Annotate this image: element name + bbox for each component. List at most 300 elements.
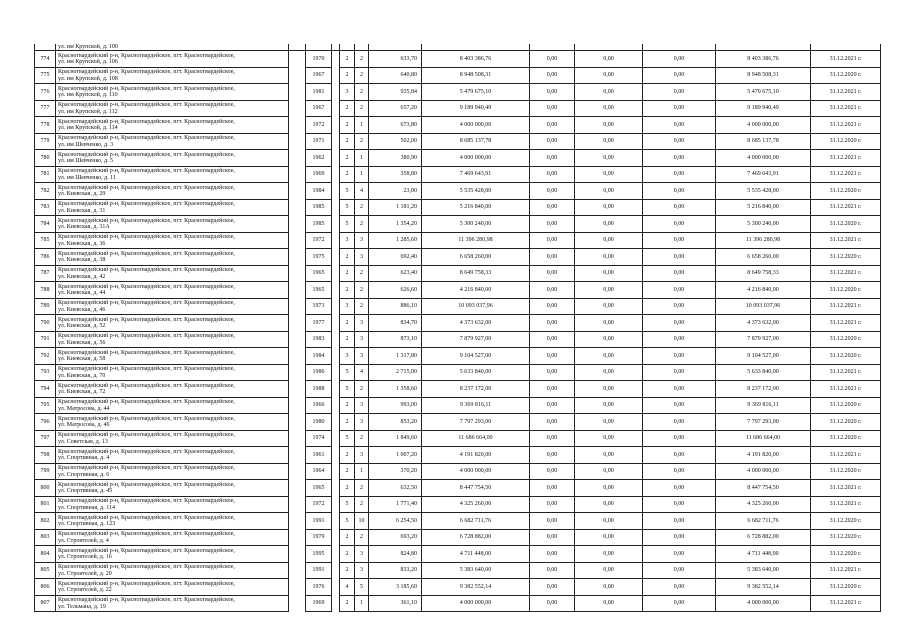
cell-year: 1969 xyxy=(306,166,332,183)
cell-address xyxy=(56,562,289,579)
cell-amount-2: 0,00 xyxy=(575,133,643,150)
cell-empty xyxy=(289,166,306,183)
cell-address xyxy=(56,364,289,381)
cell-amount-2: 0,00 xyxy=(575,183,643,200)
address-line-1: Красногвардейский р-н, Красногвардейское, пгт. Красногвардейское, xyxy=(58,514,235,521)
cell-deadline: 31.12.2021 г. xyxy=(811,166,881,183)
cell-deadline: 31.12.2021 г. xyxy=(811,562,881,579)
cell-area: 626,60 xyxy=(369,282,422,299)
cell-address xyxy=(56,232,289,249)
cell-year: 1961 xyxy=(306,447,332,464)
cell-empty xyxy=(332,447,340,464)
cell-address xyxy=(56,249,289,266)
cell-area: 1 007,20 xyxy=(369,447,422,464)
cell-empty xyxy=(289,84,306,101)
cell-entrances: 2 xyxy=(355,199,369,216)
cell-floors: 2 xyxy=(340,67,355,84)
cell-amount-1: 0,00 xyxy=(530,298,575,315)
cell-total-cost: 4 000 000,00 xyxy=(422,150,530,167)
cell-empty xyxy=(289,232,306,249)
table-row xyxy=(35,232,881,249)
cell-amount-3: 0,00 xyxy=(643,447,716,464)
address-line-1: Красногвардейский р-н, Красногвардейское, пгт. Красногвардейское, xyxy=(58,481,235,488)
cell-entrances: 2 xyxy=(355,529,369,546)
cell-deadline: 31.12.2020 г. xyxy=(811,331,881,348)
cell-year: 1967 xyxy=(306,67,332,84)
cell-empty xyxy=(332,381,340,398)
cell-deadline: 31.12.2020 г. xyxy=(811,397,881,414)
cell-number: 799 xyxy=(35,463,56,480)
cell-area: 380,90 xyxy=(369,150,422,167)
cell-floors: 2 xyxy=(340,282,355,299)
cell-total-cost: 7 879 927,00 xyxy=(422,331,530,348)
cell-empty xyxy=(289,150,306,167)
cell-empty xyxy=(289,315,306,332)
cell-year: 1965 xyxy=(306,480,332,497)
cell-year: 1976 xyxy=(306,579,332,596)
document-sheet xyxy=(34,44,880,612)
cell-amount-2: 0,00 xyxy=(575,216,643,233)
cell-empty xyxy=(332,480,340,497)
cell-amount-2: 0,00 xyxy=(575,463,643,480)
cell-year: 1970 xyxy=(306,51,332,68)
cell-number: 788 xyxy=(35,282,56,299)
address-line-2: ул. им Крупской, д. 112 xyxy=(58,108,118,115)
address-line-2: ул. Советская, д. 13 xyxy=(58,438,108,445)
address-line-2: ул. им Шевченко, д. 5 xyxy=(58,158,114,165)
cell-floors: 2 xyxy=(340,100,355,117)
cell-amount-2: 0,00 xyxy=(575,381,643,398)
cell-fund-amount: 9 189 940,49 xyxy=(716,100,811,117)
cell-empty xyxy=(332,117,340,134)
cell-entrances: 1 xyxy=(355,117,369,134)
cell-floors: 3 xyxy=(340,232,355,249)
cell-empty xyxy=(332,595,340,612)
cell-amount-3: 0,00 xyxy=(643,84,716,101)
address-line-2: ул. Спортивная, д. 45 xyxy=(58,488,113,495)
address-line-1: Красногвардейский р-н, Красногвардейское, пгт. Красногвардейское, xyxy=(58,531,235,538)
cell-year: 1979 xyxy=(306,529,332,546)
cell-number: 777 xyxy=(35,100,56,117)
cell-amount-1: 0,00 xyxy=(530,117,575,134)
cell-amount-2: 0,00 xyxy=(575,529,643,546)
cell-number: 775 xyxy=(35,67,56,84)
cell-empty xyxy=(289,183,306,200)
table-row xyxy=(35,117,881,134)
cell-deadline: 31.12.2020 г. xyxy=(811,463,881,480)
address-line-2: ул. Киевская, д. 36 xyxy=(58,240,106,247)
cell-deadline: 31.12.2021 г. xyxy=(811,595,881,612)
address-line-1: Красногвардейский р-н, Красногвардейское, пгт. Красногвардейское, xyxy=(58,333,235,340)
cell-amount-3: 0,00 xyxy=(643,529,716,546)
address-line-2: ул. Строителей, д. 4 xyxy=(58,537,109,544)
cell-number: 796 xyxy=(35,414,56,431)
cell-fund-amount: 4 191 820,00 xyxy=(716,447,811,464)
cell-year: 1972 xyxy=(306,496,332,513)
cell-year: 1985 xyxy=(306,216,332,233)
table-row xyxy=(35,216,881,233)
cell-floors: 2 xyxy=(340,463,355,480)
cell-floors: 2 xyxy=(340,562,355,579)
cell-area: 657,20 xyxy=(369,100,422,117)
cell-address xyxy=(56,216,289,233)
cell-floors: 2 xyxy=(340,166,355,183)
cell-address xyxy=(56,430,289,447)
cell-area: 1 285,60 xyxy=(369,232,422,249)
cell-amount-3: 0,00 xyxy=(643,496,716,513)
cell-number: 798 xyxy=(35,447,56,464)
cell-amount-1: 0,00 xyxy=(530,84,575,101)
cell-fund-amount: 9 104 527,00 xyxy=(716,348,811,365)
cell-fund-amount: 10 093 037,96 xyxy=(716,298,811,315)
table-row xyxy=(35,166,881,183)
address-line-1: Красногвардейский р-н, Красногвардейское, пгт. Красногвардейское, xyxy=(58,465,235,472)
cell-address xyxy=(56,463,289,480)
cell-entrances: 2 xyxy=(355,133,369,150)
table-row xyxy=(35,430,881,447)
cell-amount-3: 0,00 xyxy=(643,282,716,299)
cell-year: 1965 xyxy=(306,265,332,282)
cell-deadline: 31.12.2021 г. xyxy=(811,150,881,167)
cell-amount-2: 0,00 xyxy=(575,513,643,530)
cell-amount-2: 0,00 xyxy=(575,232,643,249)
cell-total-cost: 9 369 816,11 xyxy=(422,397,530,414)
cell-address xyxy=(56,51,289,68)
address-line-2: ул. Киевская, д. 52 xyxy=(58,323,106,330)
cell-number: 804 xyxy=(35,546,56,563)
cell-amount-2: 0,00 xyxy=(575,546,643,563)
housing-register-table xyxy=(34,44,881,612)
address-line-1: Красногвардейский р-н, Красногвардейское, пгт. Красногвардейское, xyxy=(58,564,235,571)
cell-year: 1988 xyxy=(306,381,332,398)
cell-address xyxy=(56,183,289,200)
cell-total-cost: 4 711 448,00 xyxy=(422,546,530,563)
cell-number xyxy=(35,44,56,51)
cell-entrances: 2 xyxy=(355,216,369,233)
cell-empty xyxy=(289,447,306,464)
cell-amount-1: 0,00 xyxy=(530,67,575,84)
cell-amount-1: 0,00 xyxy=(530,546,575,563)
cell-floors: 2 xyxy=(340,595,355,612)
cell-year: 1975 xyxy=(306,249,332,266)
table-row xyxy=(35,51,881,68)
cell-amount-1: 0,00 xyxy=(530,100,575,117)
cell-total-cost: 5 216 840,00 xyxy=(422,199,530,216)
cell-floors: 5 xyxy=(340,430,355,447)
cell-amount-3: 0,00 xyxy=(643,216,716,233)
cell-empty xyxy=(289,397,306,414)
table-row xyxy=(35,414,881,431)
cell-empty xyxy=(289,117,306,134)
cell-amount-1: 0,00 xyxy=(530,529,575,546)
cell-area: 370,20 xyxy=(369,463,422,480)
cell-amount-2: 0,00 xyxy=(575,51,643,68)
address-line-2: ул. им Крупской, д. 106 xyxy=(58,59,118,66)
cell-address xyxy=(56,496,289,513)
cell-address xyxy=(56,414,289,431)
cell-amount-3: 0,00 xyxy=(643,133,716,150)
cell-entrances: 1 xyxy=(355,595,369,612)
cell-amount-2: 0,00 xyxy=(575,430,643,447)
cell-number: 786 xyxy=(35,249,56,266)
cell-entrances: 3 xyxy=(355,331,369,348)
cell-entrances: 3 xyxy=(355,315,369,332)
cell-amount-1: 0,00 xyxy=(530,430,575,447)
cell-empty xyxy=(332,282,340,299)
cell-fund-amount: 8 685 137,78 xyxy=(716,133,811,150)
cell-year: 1991 xyxy=(306,513,332,530)
cell-address xyxy=(56,315,289,332)
cell-empty xyxy=(289,249,306,266)
cell-empty xyxy=(289,546,306,563)
cell-floors: 2 xyxy=(340,414,355,431)
cell-entrances: 4 xyxy=(355,364,369,381)
address-line-1: Красногвардейский р-н, Красногвардейское, пгт. Красногвардейское, xyxy=(58,349,235,356)
cell-entrances: 1 xyxy=(355,150,369,167)
cell-year: 1980 xyxy=(306,414,332,431)
cell-address xyxy=(56,480,289,497)
cell-deadline: 31.12.2021 г. xyxy=(811,315,881,332)
cell-year: 1983 xyxy=(306,331,332,348)
cell-empty xyxy=(289,595,306,612)
cell-fund-amount: 5 479 675,10 xyxy=(716,84,811,101)
cell-number: 803 xyxy=(35,529,56,546)
cell-address xyxy=(56,133,289,150)
cell-amount-2: 0,00 xyxy=(575,265,643,282)
cell-entrances: 2 xyxy=(355,67,369,84)
cell-area: 1 849,60 xyxy=(369,430,422,447)
address-line-1: Красногвардейский р-н, Красногвардейское, пгт. Красногвардейское, xyxy=(58,283,235,290)
cell-floors: 5 xyxy=(340,496,355,513)
address-line-1: Красногвардейский р-н, Красногвардейское, пгт. Красногвардейское, xyxy=(58,69,235,76)
address-line-2: ул. Матросова, д. 46 xyxy=(58,422,110,429)
cell-amount-2: 0,00 xyxy=(575,364,643,381)
cell-address xyxy=(56,298,289,315)
cell-amount-3: 0,00 xyxy=(643,397,716,414)
cell-fund-amount: 4 373 632,00 xyxy=(716,315,811,332)
cell-total-cost: 10 093 037,96 xyxy=(422,298,530,315)
cell-area: 1 358,60 xyxy=(369,381,422,398)
cell-amount-2: 0,00 xyxy=(575,249,643,266)
cell-entrances: 2 xyxy=(355,496,369,513)
cell-total-cost: 8 403 386,76 xyxy=(422,51,530,68)
cell-amount-2: 0,00 xyxy=(575,496,643,513)
address-line-2: ул. Спортивная, д. 123 xyxy=(58,521,116,528)
cell-entrances: 3 xyxy=(355,249,369,266)
cell-total-cost: 6 728 882,00 xyxy=(422,529,530,546)
cell-empty xyxy=(332,562,340,579)
table-row xyxy=(35,447,881,464)
cell-amount-2: 0,00 xyxy=(575,84,643,101)
cell-amount-2: 0,00 xyxy=(575,397,643,414)
cell-deadline: 31.12.2021 г. xyxy=(811,199,881,216)
cell-address xyxy=(56,529,289,546)
cell-entrances: 1 xyxy=(355,166,369,183)
cell-amount-3: 0,00 xyxy=(643,199,716,216)
table-row xyxy=(35,331,881,348)
cell-empty xyxy=(332,51,340,68)
cell-entrances: 1 xyxy=(355,463,369,480)
cell-year: 1972 xyxy=(306,232,332,249)
address-line-2: ул. Киевская, д. 56 xyxy=(58,339,106,346)
cell-area: 6 254,50 xyxy=(369,513,422,530)
address-line-2: ул. Строителей, д. 20 xyxy=(58,570,112,577)
address-line-2: ул. им Шевченко, д. 3 xyxy=(58,141,114,148)
cell-year: 1977 xyxy=(306,315,332,332)
cell-empty xyxy=(332,546,340,563)
address-line-2: ул. им Шевченко, д. 11 xyxy=(58,174,116,181)
cell-fund-amount: 7 797 293,00 xyxy=(716,414,811,431)
cell-amount-3: 0,00 xyxy=(643,595,716,612)
cell-address xyxy=(56,265,289,282)
address-line-1: Красногвардейский р-н, Красногвардейское, пгт. Красногвардейское, xyxy=(58,580,235,587)
cell-floors: 2 xyxy=(340,480,355,497)
cell-area: 993,00 xyxy=(369,397,422,414)
cell-area: 358,80 xyxy=(369,166,422,183)
cell-entrances: 3 xyxy=(355,562,369,579)
cell-fund-amount: 8 948 508,31 xyxy=(716,67,811,84)
cell-amount-3: 0,00 xyxy=(643,183,716,200)
cell-number: 785 xyxy=(35,232,56,249)
cell-area: 673,80 xyxy=(369,117,422,134)
cell-area: 824,80 xyxy=(369,546,422,563)
cell-amount-1: 0,00 xyxy=(530,133,575,150)
cell-amount-2: 0,00 xyxy=(575,480,643,497)
table-row xyxy=(35,67,881,84)
cell-amount-1: 0,00 xyxy=(530,562,575,579)
cell-number: 807 xyxy=(35,595,56,612)
table-row xyxy=(35,348,881,365)
cell-amount-1: 0,00 xyxy=(530,51,575,68)
cell-number: 806 xyxy=(35,579,56,596)
cell-total-cost: 6 682 711,76 xyxy=(422,513,530,530)
cell-entrances: 4 xyxy=(355,183,369,200)
cell-floors: 2 xyxy=(340,397,355,414)
cell-area: 1 317,80 xyxy=(369,348,422,365)
cell-entrances: 2 xyxy=(355,430,369,447)
address-line-1: Красногвардейский р-н, Красногвардейское, пгт. Красногвардейское, xyxy=(58,448,235,455)
address-line-2: ул. им Крупской, д. 108 xyxy=(58,75,118,82)
cell-empty xyxy=(332,463,340,480)
cell-year: 1981 xyxy=(306,84,332,101)
cell-number: 794 xyxy=(35,381,56,398)
cell-fund-amount: 5 633 840,00 xyxy=(716,364,811,381)
address-line-2: ул. Киевская, д. 44 xyxy=(58,290,106,297)
cell-floors: 5 xyxy=(340,513,355,530)
address-line-2: ул. Киевская, д. 58 xyxy=(58,356,106,363)
cell-area: 692,40 xyxy=(369,249,422,266)
cell-floors: 2 xyxy=(340,546,355,563)
cell-empty xyxy=(332,67,340,84)
address-line-1: Красногвардейский р-н, Красногвардейское, пгт. Красногвардейское, xyxy=(58,102,235,109)
address-line-2: ул. Спортивная, д. 114 xyxy=(58,504,115,511)
cell-address xyxy=(56,546,289,563)
cell-area: 935,84 xyxy=(369,84,422,101)
cell-fund-amount: 4 711 448,00 xyxy=(716,546,811,563)
cell-empty xyxy=(289,282,306,299)
cell-total-cost: 8 685 137,78 xyxy=(422,133,530,150)
cell-area: 853,20 xyxy=(369,414,422,431)
cell-total-cost: 8 649 758,33 xyxy=(422,265,530,282)
cell-deadline: 31.12.2021 г. xyxy=(811,84,881,101)
cell-empty xyxy=(332,150,340,167)
cell-area: 361,10 xyxy=(369,595,422,612)
cell-total-cost: 5 633 840,00 xyxy=(422,364,530,381)
cell-year: 1969 xyxy=(306,595,332,612)
cell-empty xyxy=(289,51,306,68)
cell-amount-1: 0,00 xyxy=(530,150,575,167)
cell-empty xyxy=(289,430,306,447)
cell-empty xyxy=(289,480,306,497)
cell-empty xyxy=(332,315,340,332)
cell-year: 1965 xyxy=(306,282,332,299)
cell-total-cost: 4 000 000,00 xyxy=(422,463,530,480)
cell-empty xyxy=(289,529,306,546)
address-line-2: ул. Киевская, д. 31 xyxy=(58,207,106,214)
cell-fund-amount: 8 649 758,33 xyxy=(716,265,811,282)
cell-fund-amount: 4 000 000,00 xyxy=(716,117,811,134)
cell-floors: 5 xyxy=(340,381,355,398)
cell-amount-2: 0,00 xyxy=(575,298,643,315)
cell-amount-3: 0,00 xyxy=(643,430,716,447)
address-line-1: Красногвардейский р-н, Красногвардейское, пгт. Красногвардейское, xyxy=(58,217,235,224)
cell-fund-amount: 8 237 172,00 xyxy=(716,381,811,398)
cell-amount-3: 0,00 xyxy=(643,513,716,530)
cell-total-cost: 6 658 260,00 xyxy=(422,249,530,266)
cell-deadline: 31.12.2021 г. xyxy=(811,100,881,117)
address-line-1: Красногвардейский р-н, Красногвардейское, пгт. Красногвардейское, xyxy=(58,168,235,175)
address-line-2: ул. Строителей, д. 22 xyxy=(58,587,112,594)
cell-amount-1: 0,00 xyxy=(530,513,575,530)
address-line-1: Красногвардейский р-н, Красногвардейское, пгт. Красногвардейское, xyxy=(58,267,235,274)
cell-amount-3: 0,00 xyxy=(643,348,716,365)
cell-empty xyxy=(289,414,306,431)
cell-empty xyxy=(332,183,340,200)
cell-entrances: 2 xyxy=(355,480,369,497)
cell-amount-1: 0,00 xyxy=(530,595,575,612)
cell-fund-amount: 4 325 260,00 xyxy=(716,496,811,513)
cell-area: 2 715,00 xyxy=(369,364,422,381)
cell-fund-amount: 11 396 280,98 xyxy=(716,232,811,249)
address-line-2: ул. Киевская, д. 29 xyxy=(58,191,106,198)
cell-number: 789 xyxy=(35,298,56,315)
cell-empty xyxy=(332,579,340,596)
cell-address xyxy=(56,381,289,398)
cell-total-cost: 7 797 293,00 xyxy=(422,414,530,431)
cell-amount-3: 0,00 xyxy=(643,298,716,315)
cell-empty xyxy=(289,348,306,365)
cell-amount-1: 0,00 xyxy=(530,496,575,513)
cell-area: 3 185,60 xyxy=(369,579,422,596)
cell-number: 800 xyxy=(35,480,56,497)
cell-year: 1974 xyxy=(306,430,332,447)
table-row xyxy=(35,513,881,530)
cell-fund-amount: 4 000 000,00 xyxy=(716,595,811,612)
cell-number: 790 xyxy=(35,315,56,332)
cell-empty xyxy=(289,381,306,398)
cell-entrances: 2 xyxy=(355,84,369,101)
cell-amount-3: 0,00 xyxy=(643,150,716,167)
address-line-2: ул. Киевская, д. 72 xyxy=(58,389,106,396)
cell-fund-amount: 5 535 428,00 xyxy=(716,183,811,200)
cell-total-cost: 5 479 675,10 xyxy=(422,84,530,101)
cell-empty xyxy=(332,397,340,414)
table-row xyxy=(35,595,881,612)
cell-empty xyxy=(332,100,340,117)
cell-amount-1: 0,00 xyxy=(530,480,575,497)
cell-number: 780 xyxy=(35,150,56,167)
cell-deadline: 31.12.2020 г. xyxy=(811,133,881,150)
